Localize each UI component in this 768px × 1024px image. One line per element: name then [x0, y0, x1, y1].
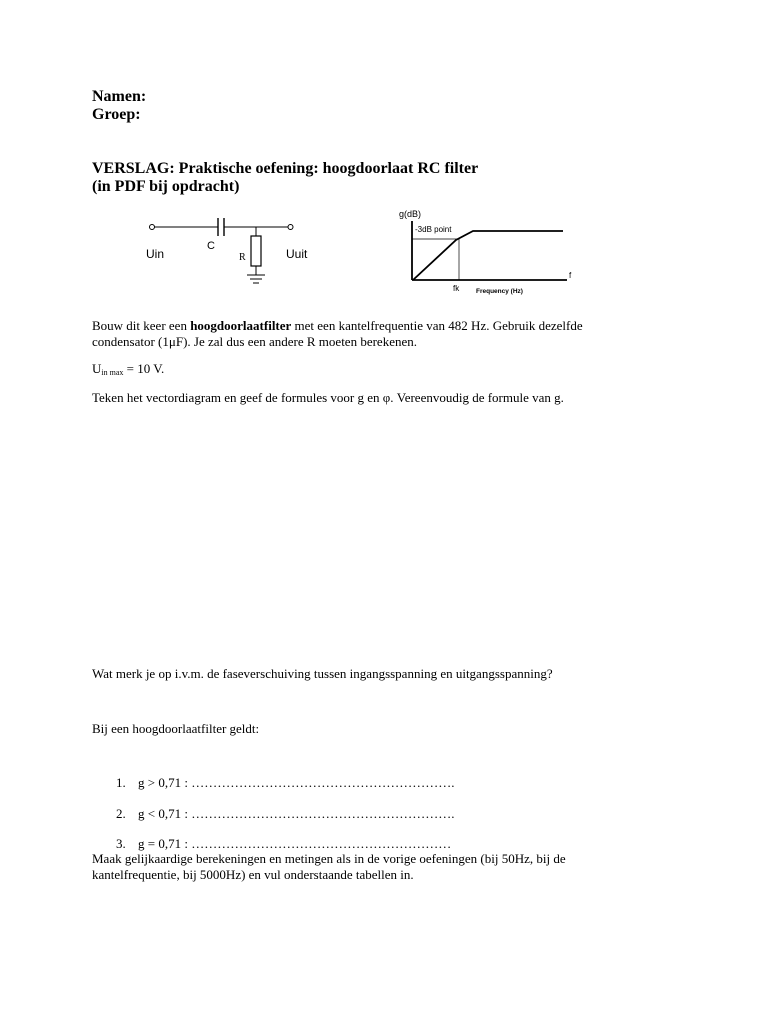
list-number: 1. [116, 775, 126, 790]
report-subtitle: (in PDF bij opdracht) [92, 178, 240, 195]
u-value: = 10 V. [123, 361, 165, 376]
resistor [251, 236, 261, 266]
f-label: f [569, 271, 572, 280]
capacitor-label: C [207, 240, 215, 252]
rc-circuit-diagram [140, 205, 340, 295]
frequency-response-graph [393, 205, 583, 297]
uin-label: Uin [146, 247, 165, 261]
graph-ylabel: g(dB) [399, 209, 422, 219]
list-number: 2. [116, 806, 126, 821]
phase-question: Wat merk je op i.v.m. de faseverschuiving tussen ingangsspanning en uitgangsspanning? [92, 666, 553, 681]
final-instruction-line2: kantelfrequentie, bij 5000Hz) en vul onderstaande tabellen in. [92, 867, 414, 882]
frequency-axis-label: Frequency (Hz) [476, 288, 523, 295]
output-terminal [288, 225, 293, 230]
list-text: g = 0,71 : …………………………………………………… [138, 836, 452, 851]
minus3db-point-label: -3dB point [415, 225, 452, 234]
uuit-label: Uuit [286, 247, 308, 261]
fk-label: fk [453, 284, 460, 293]
final-instruction-line1: Maak gelijkaardige berekeningen en metingen als in de vorige oefeningen (bij 50Hz, bij de [92, 851, 566, 866]
namen-label: Namen: [92, 88, 147, 105]
u-symbol: U [92, 361, 102, 376]
vector-diagram-instruction: Teken het vectordiagram en geef de formules voor g en φ. Vereenvoudig de formule van g. [92, 390, 564, 405]
list-item [116, 775, 455, 791]
highpass-statement: Bij een hoogdoorlaatfilter geldt: [92, 721, 260, 736]
list-text: g > 0,71 : ……………………………………………………. [138, 775, 455, 790]
uin-max-line [92, 361, 164, 381]
list-item [116, 806, 455, 822]
instruction-line2: condensator (1μF). Je zal dus een andere R moeten berekenen. [92, 334, 417, 349]
u-subscript: in max [101, 368, 124, 377]
instruction-paragraph [92, 318, 652, 334]
groep-label: Groep: [92, 106, 141, 123]
input-terminal [150, 225, 155, 230]
list-number: 3. [116, 836, 126, 851]
instruction-text: Bouw dit keer een [92, 318, 191, 333]
resistor-label: R [239, 252, 246, 263]
list-item [116, 836, 452, 852]
list-text: g < 0,71 : ……………………………………………………. [138, 806, 455, 821]
instruction-text: met een kantelfrequentie van 482 Hz. Gebruik dezelfde [291, 318, 583, 333]
report-title: VERSLAG: Praktische oefening: hoogdoorlaat RC filter [92, 160, 479, 177]
instruction-bold: hoogdoorlaatfilter [190, 318, 292, 333]
response-curve [413, 231, 563, 280]
